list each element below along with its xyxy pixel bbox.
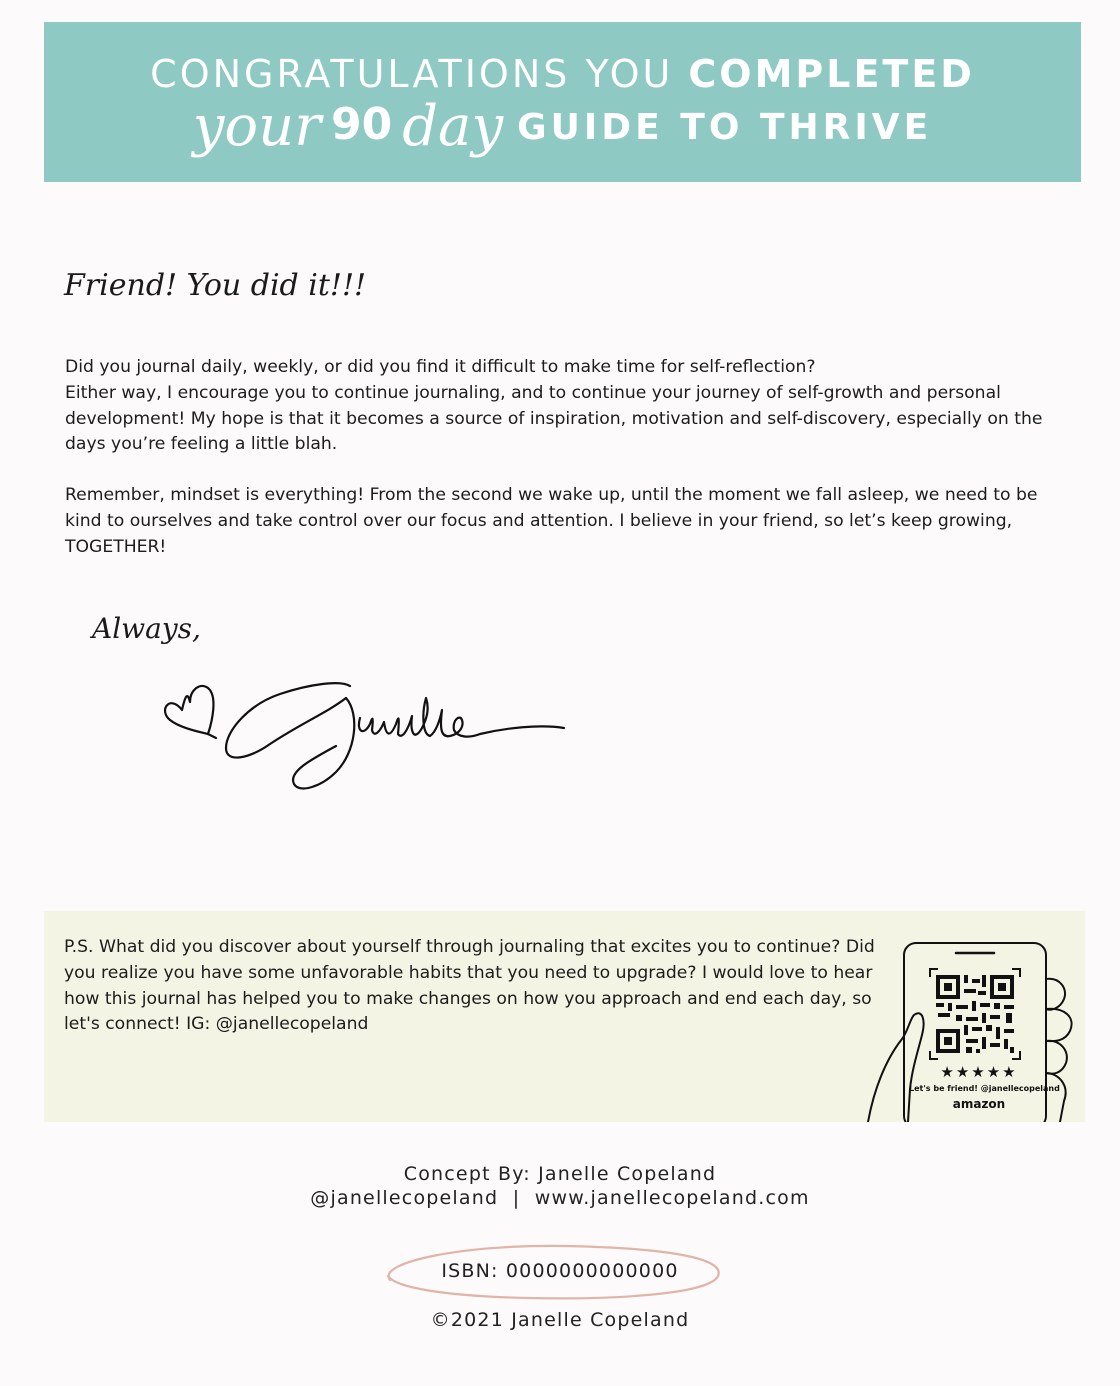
footer-isbn: ISBN: 0000000000000 [441,1260,679,1282]
letter-greeting: Friend! You did it!!! [64,268,367,303]
banner-heading-regular: CONGRATULATIONS YOU [150,52,689,96]
letter-closing: Always, [92,612,201,645]
letter-paragraph-2: Remember, mindset is everything! From the second we wake up, until the moment we fall asleep, we need to be kind to ourselves and take control over our focus and attention. I believe in your friend, so let’s keep growing, TOGETHER! [65,485,1038,557]
phone-caption: Let's be friend! @janellecopeland [909,1084,1060,1093]
banner-heading-line1 [44,52,1081,96]
phone-qr-illustration [864,939,1085,1122]
signature-image [160,672,570,796]
phone-store-label: amazon [952,1097,1006,1111]
footer-links: @janellecopeland | www.janellecopeland.com [310,1187,810,1209]
banner-heading-bold: COMPLETED [688,52,975,96]
footer-concept: Concept By: Janelle Copeland [403,1163,717,1185]
letter-paragraph-1-rest: Either way, I encourage you to continue journaling, and to continue your journey of self-growth and personal development! My hope is that it becomes a source of inspiration, motivation and self-discovery, especially on the days you’re feeling a little blah. [65,382,1043,455]
phone-rating-stars: ★★★★★ [940,1063,1018,1081]
banner-script-your: your [192,94,321,159]
letter-paragraph-1 [65,355,1055,458]
ps-section [44,911,1085,1122]
banner-guide-title: GUIDE TO THRIVE [517,107,933,148]
title-banner [44,22,1081,182]
banner-number: 90 [330,99,393,150]
banner-script-day: day [402,94,504,159]
ps-text: P.S. What did you discover about yourself through journaling that excites you to continue? Did you realize you have some unfavorable habits that you need to upgrade? I would love to hear how this journal has helped you to make changes on how you approach and end each day, so let's connect! IG: @janellecopeland [64,937,875,1035]
letter-paragraph-1-line1: Did you journal daily, weekly, or did you find it difficult to make time for self-reflection? [65,357,816,377]
footer-copyright: ©2021 Janelle Copeland [430,1309,690,1331]
banner-heading-line2 [44,94,1081,174]
